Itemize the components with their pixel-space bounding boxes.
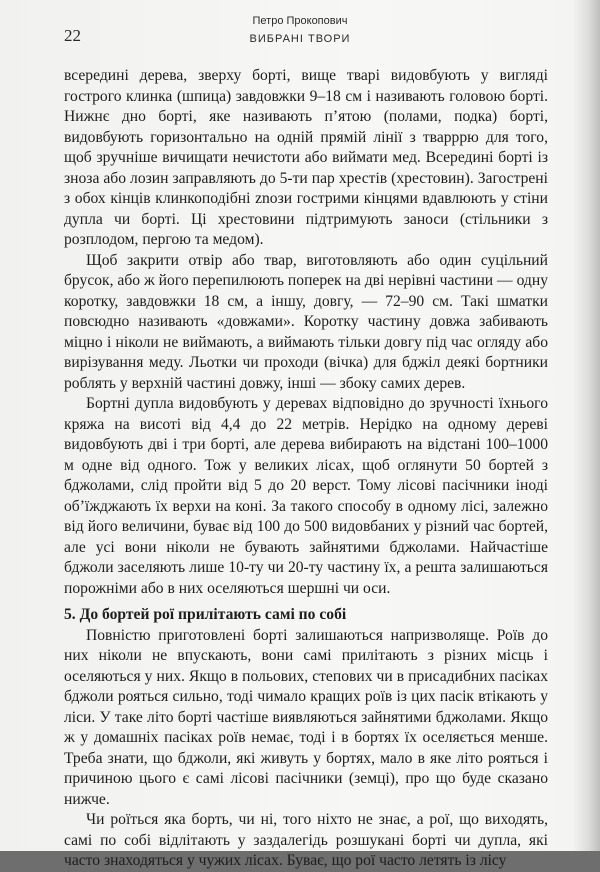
paragraph-2: Щоб закрити отвір або твар, виготовляють або один суцільний брусок, або ж його перепилюють поперек на дві нерівні частини — одну коротку, завдовжки 18 см, а іншу, довгу, — 72–90 см. Такі шматки повсюдно називають «довжами». Коротку частину довжа забивають міцно і ніколи не виймають, а виймають тільки довгу під час огляду або вирізування меду. Льотки чи проходи (вічка) для бджіл деякі бортники роблять у верхній частині довжу, інші — збоку самих дерев.: [64, 251, 548, 392]
body-text: [64, 66, 548, 872]
running-head-author: Петро Прокопович: [252, 15, 348, 27]
section-heading: 5. До бортей рої прилітають самі по собі: [64, 606, 347, 623]
page-number: 22: [64, 26, 81, 45]
paragraph-3: Бортні дупла видовбують у деревах відповідно до зручності їхнього кряжа на висоті від 4,4 до 22 метрів. Нерідко на одному дереві видовбують дві і три борті, але дерева вибирають на відстані 100–1000 м одне від одного. Тож у великих лісах, щоб оглянути 50 бортей з бджолами, слід пройти від 5 до 20 верст. Тому лісові пасічники іноді об’їжджають їх верхи на коні. За такого способу в одному лісі, залежно від його величини, буває від 100 до 500 видовбаних у різний час бортей, але усі вони ніколи не бувають зайнятими бджолами. Найчастіше бджоли заселяють лише 10-ту чи 20-ту частину їх, а решта залишаються порожніми або в них оселяються шершні чи оси.: [64, 395, 548, 597]
paragraph-4: Повністю приготовлені борті залишаються напризволяще. Роїв до них ніколи не впускають, вони самі прилітають з різних місць і оселяються у них. Якщо в польових, степових чи в присадибних пасіках бджоли рояться сильно, тоді чимало кращих роїв із цих пасік втікають у ліси. У таке літо борті частіше виявляються зайнятими бджолами. Якщо ж у домашніх пасіках роїв немає, тоді і в бортях їх оселяється менше. Треба знати, що бджоли, які живуть у бортях, мало в яке літо рояться і причиною цього є самі лісові пасічники (земці), про що буде сказано нижче.: [64, 626, 548, 808]
paragraph-1: всередині дерева, зверху борті, вище тварі видовбують у вигляді гострого клинка (шпица) завдовжки 9–18 см і називають головою борті. Нижнє дно борті, яке називають п’ятою (полами, подка) борті, видовбують горизонтально на одній прямій лінії з тварррю для того, щоб зручніше вичищати нечистоти або виймати мед. Всередині борті із зноза або лозин заправляють до 5-ти пар хрестів (хрестовин). Загострені з обох кінців клинкоподібні znози гострими кінцями вдавлюють у стіни дупла чи борті. Ці хрестовини підтримують заноси (стільники з розплодом, пергою та медом).: [64, 67, 548, 248]
paragraph-5: Чи роїться яка борть, чи ні, того ніхто не знає, а рої, що виходять, самі по собі відлітають у заздалегідь розшукані борті чи дупла, які часто знаходяться у чужих лісах. Буває, що рої часто летять із лісу: [64, 811, 548, 869]
running-head: [0, 14, 600, 46]
running-head-title: ВИБРАНІ ТВОРИ: [249, 33, 351, 45]
page-edge-shadow: [572, 0, 600, 851]
